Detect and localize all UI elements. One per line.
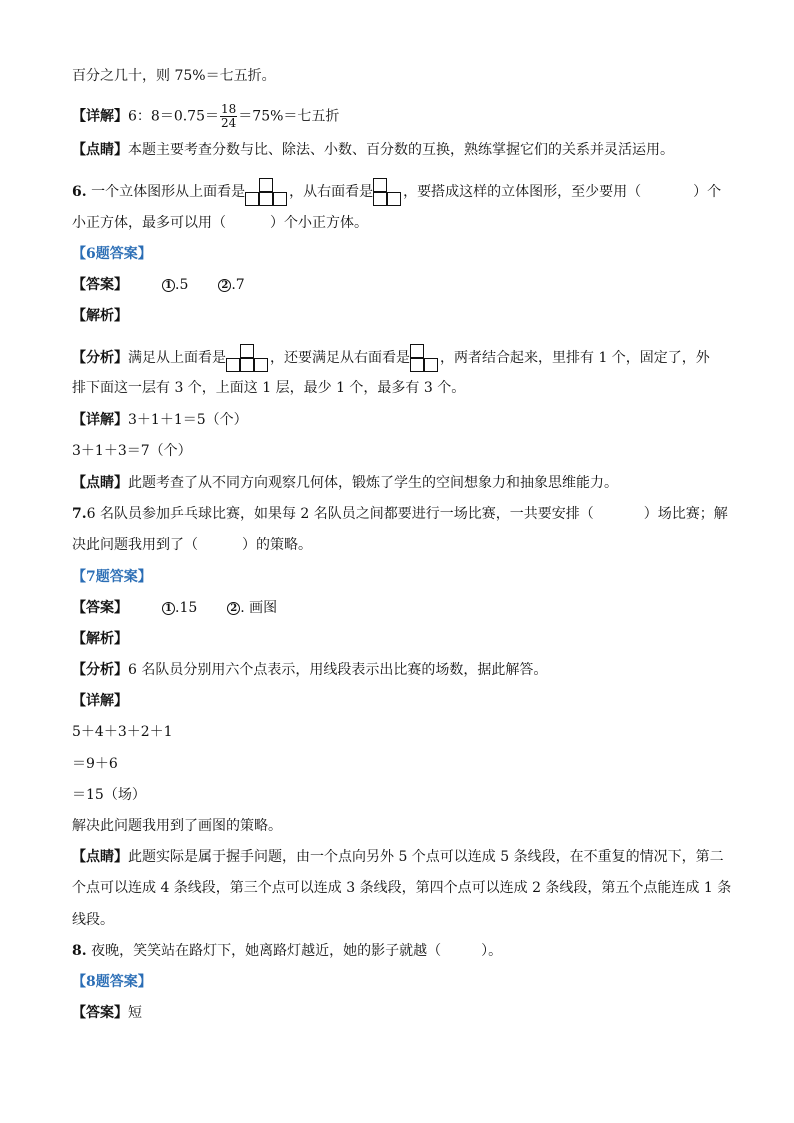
fraction-numerator: 18 <box>221 102 237 116</box>
answer-line-7 <box>72 598 277 618</box>
text: ）。 <box>481 943 503 959</box>
text: 3＋1＋1＝5（个） <box>128 412 248 428</box>
detail-line: 5＋4＋3＋2＋1 <box>72 724 173 740</box>
answer-tag: 【答案】 <box>72 1005 128 1021</box>
comment-tag: 【点睛】 <box>72 475 128 491</box>
answer-heading-8: 【8题答案】 <box>72 974 152 990</box>
comment-line-2: 个点可以连成 4 条线段，第三个点可以连成 3 条线段，第四个点可以连成 2 条线段，第五个点能连成 1 条 <box>72 880 732 896</box>
text: 决此问题我用到了（ <box>72 537 198 553</box>
analysis-line <box>72 660 547 680</box>
analysis-line-1 <box>72 343 710 373</box>
answer-line-6 <box>72 275 245 295</box>
question-number: 7. <box>72 506 87 522</box>
circled-number: 2 <box>218 279 231 292</box>
comment-line-3: 线段。 <box>72 912 114 928</box>
text: ，两者结合起来，里排有 1 个，固定了，外 <box>440 350 710 366</box>
text: ）场比赛；解 <box>643 506 728 522</box>
detail-tag: 【详解】 <box>72 108 128 125</box>
text: 一个立体图形从上面看是 <box>91 184 246 200</box>
detail-line: 解决此问题我用到了画图的策略。 <box>72 818 282 834</box>
answer-tag: 【答案】 <box>72 600 128 616</box>
text: 夜晚，笑笑站在路灯下，她离路灯越近，她的影子就越（ <box>91 943 442 959</box>
right-view-figure <box>373 177 403 207</box>
question-6-line-1 <box>72 177 721 207</box>
answer-value: .5 <box>175 277 189 293</box>
text: ）的策略。 <box>242 537 312 553</box>
answer-line-8 <box>72 1003 142 1023</box>
analysis-heading: 【解析】 <box>72 308 128 324</box>
text: 满足从上面看是 <box>128 350 226 366</box>
right-view-figure <box>410 343 440 373</box>
detail-line: 3＋1＋3＝7（个） <box>72 443 192 459</box>
answer-value: . 画图 <box>240 600 278 616</box>
text: ）个 <box>693 184 722 200</box>
answer-value: .7 <box>231 277 245 293</box>
text: 此题实际是属于握手问题，由一个点向另外 5 个点可以连成 5 条线段，在不重复的情况下，第二 <box>128 849 724 865</box>
circled-number: 2 <box>227 602 240 615</box>
comment-line <box>72 473 618 493</box>
detail-line <box>72 410 248 430</box>
answer-value: 短 <box>128 1005 142 1021</box>
text-line <box>72 66 276 86</box>
answer-heading-7: 【7题答案】 <box>72 569 152 585</box>
top-view-figure <box>245 177 289 207</box>
text: ＝75%＝七五折 <box>238 108 340 125</box>
top-view-figure <box>226 343 270 373</box>
comment-line-1 <box>72 847 724 867</box>
text: 此题考查了从不同方向观察几何体，锻炼了学生的空间想象力和抽象思维能力。 <box>128 475 618 491</box>
text: 本题主要考查分数与比、除法、小数、百分数的互换，熟练掌握它们的关系并灵活运用。 <box>128 142 674 158</box>
text: 6 名队员分别用六个点表示，用线段表示出比赛的场数，据此解答。 <box>128 662 548 678</box>
detail-line: ＝15（场） <box>72 787 146 803</box>
question-7-line-1 <box>72 504 728 524</box>
detail-heading: 【详解】 <box>72 693 128 709</box>
text: ，从右面看是 <box>289 184 374 200</box>
answer-value: .15 <box>175 600 198 616</box>
circled-number: 1 <box>162 602 175 615</box>
detail-line <box>72 103 339 130</box>
question-6-line-2 <box>72 213 368 233</box>
detail-tag: 【详解】 <box>72 412 128 428</box>
comment-tag: 【点睛】 <box>72 849 128 865</box>
text: ，要搭成这样的立体图形，至少要用（ <box>403 184 642 200</box>
analysis-line-2: 排下面这一层有 3 个，上面这 1 层，最少 1 个，最多有 3 个。 <box>72 380 466 396</box>
text: 6：8＝0.75＝ <box>128 108 219 125</box>
analysis-heading: 【解析】 <box>72 631 128 647</box>
comment-line <box>72 140 674 160</box>
detail-line: ＝9＋6 <box>72 756 118 772</box>
question-8-line <box>72 941 502 961</box>
comment-tag: 【点睛】 <box>72 142 128 158</box>
text: ）个小正方体。 <box>270 215 368 231</box>
analysis-tag: 【分析】 <box>72 662 128 678</box>
analysis-tag: 【分析】 <box>72 350 128 366</box>
text: 百分之几十，则 75%＝七五折。 <box>72 68 276 84</box>
question-number: 6. <box>72 184 87 200</box>
question-number: 8. <box>72 943 87 959</box>
text: 6 名队员参加乒乓球比赛，如果每 2 名队员之间都要进行一场比赛，一共要安排（ <box>86 506 594 522</box>
text: 小正方体，最多可以用（ <box>72 215 226 231</box>
fraction-denominator: 24 <box>221 116 237 130</box>
question-7-line-2 <box>72 535 312 555</box>
text: ，还要满足从右面看是 <box>270 350 410 366</box>
fraction <box>220 103 237 130</box>
answer-tag: 【答案】 <box>72 277 128 293</box>
answer-heading-6: 【6题答案】 <box>72 246 152 262</box>
circled-number: 1 <box>162 279 175 292</box>
